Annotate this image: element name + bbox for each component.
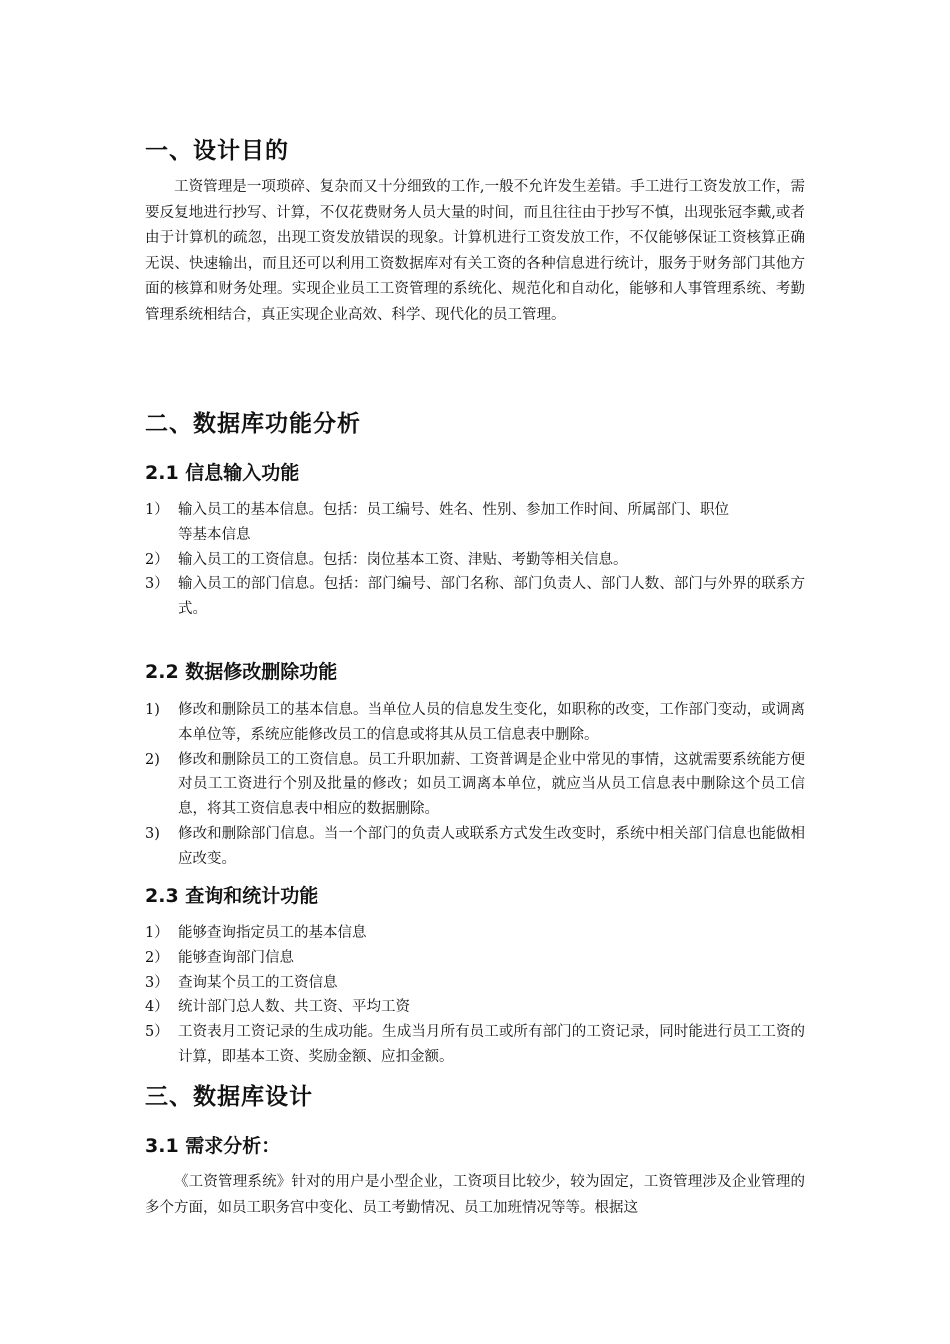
list-item-text: 输入员工的部门信息。包括：部门编号、部门名称、部门负责人、部门人数、部门与外界的联系方式。	[178, 576, 805, 618]
list-item	[145, 572, 805, 622]
section-3-title: 三、数据库设计	[145, 1084, 313, 1110]
list-item-text: 修改和删除员工的基本信息。当单位人员的信息发生变化，如职称的改变，工作部门变动，或调离本单位等，系统应能修改员工的信息或将其从员工信息表中删除。	[178, 702, 805, 743]
list-item-number: 3)	[145, 825, 160, 842]
list-item	[145, 971, 805, 996]
list-item-text: 工资表月工资记录的生成功能。生成当月所有员工或所有部门的工资记录，同时能进行员工工资的计算，即基本工资、奖励金额、应扣金额。	[178, 1024, 805, 1065]
list-item-number: 1）	[145, 925, 169, 941]
list-item-text: 输入员工的基本信息。包括：员工编号、姓名、性别、参加工作时间、所属部门、职位	[178, 502, 729, 518]
list-item	[145, 1020, 805, 1070]
list-item	[145, 748, 805, 822]
list-item-continuation: 等基本信息	[178, 526, 251, 543]
list-2-3	[145, 921, 805, 1070]
list-item-number: 3）	[145, 576, 169, 593]
list-item	[145, 698, 805, 748]
list-item	[145, 822, 805, 872]
section-3-1-paragraph: 《工资管理系统》针对的用户是小型企业，工资项目比较少，较为固定，工资管理涉及企业管理的多个方面，如员工职务宫中变化、员工考勤情况、员工加班情况等等。根据这	[145, 1174, 805, 1216]
list-item	[145, 548, 805, 573]
section-1-title: 一、设计目的	[145, 138, 289, 164]
list-item-text: 修改和删除员工的工资信息。员工升职加薪、工资普调是企业中常见的事情，这就需要系统能方便对员工工资进行个别及批量的修改；如员工调离本单位，就应当从员工信息表中删除这个员工信息，将其工资信息表中相应的数据删除。	[178, 751, 805, 818]
section-1-paragraph: 工资管理是一项琐碎、复杂而又十分细致的工作,一般不允许发生差错。手工进行工资发放工作，需要反复地进行抄写、计算，不仅花费财务人员大量的时间，而且往往由于抄写不慎，出现张冠李戴,或者由于计算机的疏忽，出现工资发放错误的现象。计算机进行工资发放工作，不仅能够保证工资核算正确无误、快速输出，而且还可以利用工资数据库对有关工资的各种信息进行统计，服务于财务部门其他方面的核算和财务处理。实现企业员工工资管理的系统化、规范化和自动化，能够和人事管理系统、考勤管理系统相结合，真正实现企业高效、科学、现代化的员工管理。	[145, 179, 805, 323]
list-item-text: 修改和删除部门信息。当一个部门的负责人或联系方式发生改变时，系统中相关部门信息也能做相应改变。	[178, 825, 805, 867]
subsection-2-2-title: 2.2 数据修改删除功能	[145, 661, 338, 683]
list-item-number: 5）	[145, 1024, 169, 1041]
subsection-2-1-title: 2.1 信息输入功能	[145, 462, 300, 484]
list-item	[145, 498, 805, 548]
list-item-number: 4）	[145, 999, 169, 1016]
section-2-title: 二、数据库功能分析	[145, 411, 361, 437]
list-item-text: 能够查询部门信息	[178, 949, 294, 966]
list-item	[145, 995, 805, 1020]
list-item-text: 查询某个员工的工资信息	[178, 974, 338, 991]
list-item-number: 2)	[145, 751, 160, 768]
list-item-text: 统计部门总人数、共工资、平均工资	[178, 999, 410, 1016]
subsection-2-3-title: 2.3 查询和统计功能	[145, 885, 319, 907]
list-item-number: 1)	[145, 702, 160, 718]
list-item-number: 3）	[145, 974, 169, 991]
list-item-text: 能够查询指定员工的基本信息	[178, 925, 367, 941]
list-2-1	[145, 498, 805, 622]
list-item-number: 2）	[145, 949, 169, 966]
list-item-number: 2）	[145, 551, 169, 568]
list-item	[145, 921, 805, 946]
list-item-number: 1）	[145, 502, 169, 518]
list-2-2	[145, 698, 805, 872]
list-item-text: 输入员工的工资信息。包括：岗位基本工资、津贴、考勤等相关信息。	[178, 551, 628, 568]
subsection-3-1-title: 3.1 需求分析：	[145, 1135, 281, 1157]
list-item	[145, 946, 805, 971]
